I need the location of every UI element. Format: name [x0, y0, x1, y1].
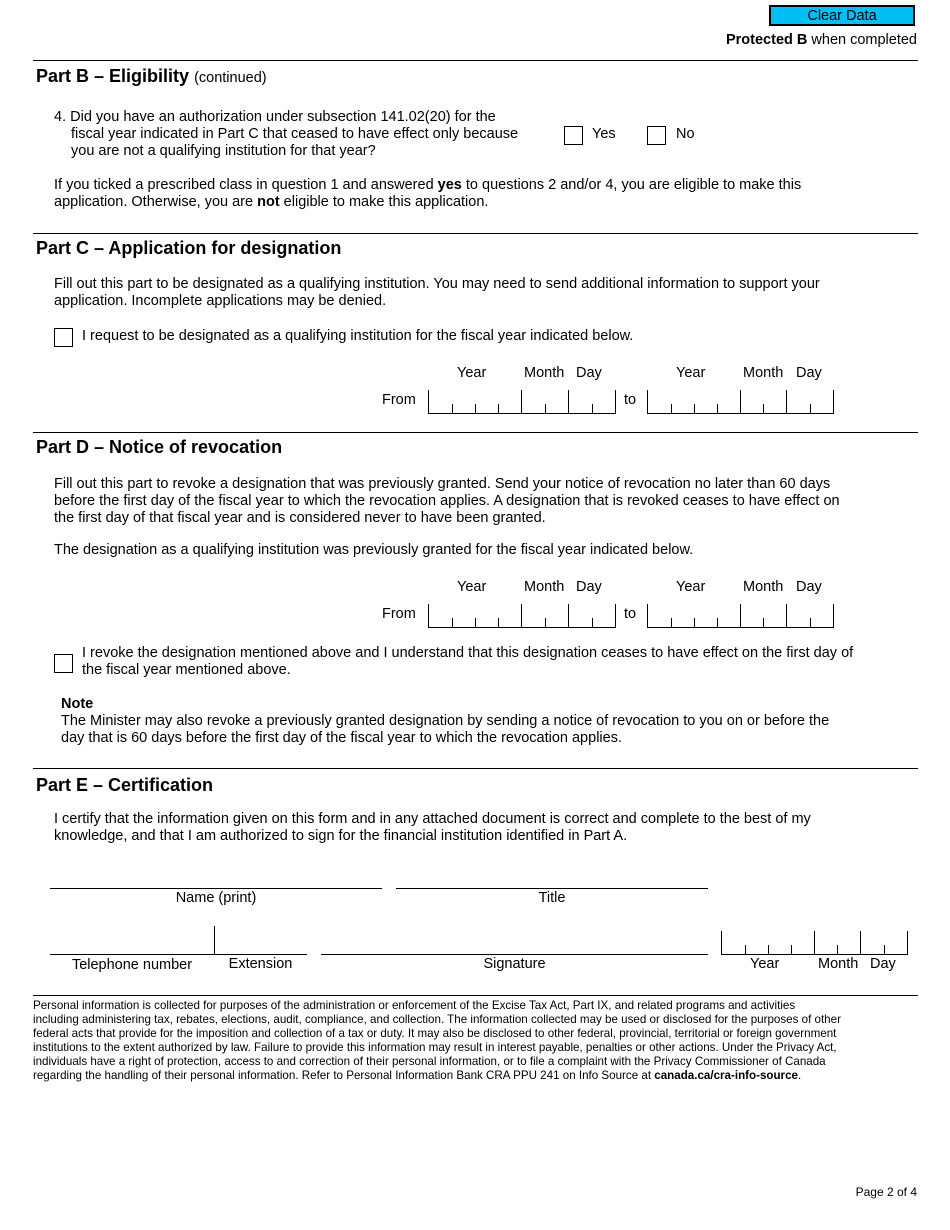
part-b-title: Part B – Eligibility (continued) — [36, 66, 267, 86]
to-day-label: Day — [796, 365, 822, 381]
from-date-input-c[interactable] — [428, 390, 616, 414]
to-day-label: Day — [796, 579, 822, 595]
from-month-label: Month — [524, 365, 565, 381]
request-designation-label: I request to be designated as a qualifying institution for the fiscal year indicated below. — [82, 328, 634, 344]
to-year-label: Year — [676, 579, 706, 595]
from-year-label: Year — [457, 579, 487, 595]
divider — [33, 60, 918, 61]
certification-statement: I certify that the information given on this form and in any attached document is correct and complete to the best of my knowledge, and that I am authorized to sign for the financial institution identified in Part A. — [54, 811, 811, 844]
extension-field[interactable] — [214, 954, 307, 955]
q4-no-checkbox[interactable] — [647, 126, 666, 145]
note-block: Note The Minister may also revoke a previously granted designation by sending a notice of revocation to you on or before the day that is 60 days before the first day of the fiscal year to which the revocation applies. — [61, 696, 911, 747]
continued-label: (continued) — [194, 70, 267, 86]
to-label: to — [624, 392, 637, 408]
yes-emphasis: yes — [437, 177, 462, 193]
from-date-input-d[interactable] — [428, 604, 616, 628]
to-month-label: Month — [743, 365, 784, 381]
to-label: to — [624, 606, 637, 622]
question-4-line1: 4. Did you have an authorization under subsection 141.02(20) for the — [54, 109, 496, 125]
to-date-input-c[interactable] — [647, 390, 834, 414]
telephone-field[interactable] — [50, 954, 214, 955]
signature-field[interactable] — [321, 954, 708, 955]
protected-b-notice — [726, 32, 917, 48]
clear-data-button[interactable]: Clear Data — [769, 5, 915, 26]
part-d-title: Part D – Notice of revocation — [36, 437, 283, 457]
divider — [33, 995, 918, 996]
part-c-intro: Fill out this part to be designated as a qualifying institution. You may need to send additional information to support your application. Incomplete applications may be denied. — [54, 276, 820, 309]
signature-month-label: Month — [818, 956, 859, 972]
q4-yes-checkbox[interactable] — [564, 126, 583, 145]
from-day-label: Day — [576, 579, 602, 595]
title-field[interactable] — [396, 888, 708, 889]
not-emphasis: not — [257, 194, 280, 210]
request-designation-checkbox[interactable] — [54, 328, 73, 347]
part-e-title: Part E – Certification — [36, 775, 214, 795]
info-source-link[interactable]: canada.ca/cra-info-source — [654, 1069, 798, 1082]
part-d-intro: Fill out this part to revoke a designation that was previously granted. Send your notice of revocation no later than 60 days before the first day of the fiscal year to which the revocation applies. A designation that is revoked ceases to have effect on the first day of that fiscal year and is considered never to have been granted. — [54, 476, 840, 526]
divider — [33, 432, 918, 433]
question-4 — [54, 109, 518, 160]
revoke-designation-checkbox[interactable] — [54, 654, 73, 673]
from-day-label: Day — [576, 365, 602, 381]
to-date-input-d[interactable] — [647, 604, 834, 628]
page-number: Page 2 of 4 — [855, 1185, 917, 1199]
q4-no-label: No — [676, 126, 695, 142]
divider — [33, 233, 918, 234]
question-4-line3: you are not a qualifying institution for that year? — [71, 143, 376, 159]
protected-b-label: Protected B — [725, 32, 808, 48]
part-c-title: Part C – Application for designation — [36, 238, 342, 258]
revoke-designation-label: I revoke the designation mentioned above and I understand that this designation ceases to have effect on the first day of the fiscal year mentioned above. — [82, 645, 854, 678]
to-month-label: Month — [743, 579, 784, 595]
eligibility-statement: If you ticked a prescribed class in question 1 and answered yes to questions 2 and/or 4, you are eligible to make this application. Otherwise, you are not eligible to make this application. — [54, 177, 802, 210]
telephone-label: Telephone number — [71, 957, 193, 973]
signature-label: Signature — [483, 956, 546, 972]
q4-yes-label: Yes — [592, 126, 616, 142]
extension-label: Extension — [228, 956, 293, 972]
privacy-statement: Personal information is collected for purposes of the administration or enforcement of the Excise Tax Act, Part IX, and related programs and activities including administering tax, rebates, elections, audit, compliance, and collection. The information collected may be used or disclosed for the purposes of other federal acts that provide for the imposition and collection of a tax or duty. It may also be disclosed to other federal, provincial, territorial or foreign government institutions to the extent authorized by law. Failure to provide this information may result in interest payable, penalties or other actions. Under the Privacy Act, individuals have a right of protection, access to and correction of their personal information, or to file a complaint with the Privacy Commissioner of Canada regarding the handling of their personal information. Refer to Personal Information Bank CRA PPU 241 on Info Source at canada.ca/cra-info-source. — [33, 999, 841, 1082]
from-month-label: Month — [524, 579, 565, 595]
signature-year-label: Year — [750, 956, 780, 972]
name-print-field[interactable] — [50, 888, 382, 889]
to-year-label: Year — [676, 365, 706, 381]
from-year-label: Year — [457, 365, 487, 381]
from-label: From — [382, 392, 416, 408]
signature-date-input[interactable] — [721, 931, 908, 955]
name-print-label: Name (print) — [175, 890, 257, 906]
signature-day-label: Day — [870, 956, 896, 972]
note-title: Note — [61, 696, 94, 712]
extension-separator — [214, 926, 215, 954]
question-4-line2: fiscal year indicated in Part C that ceased to have effect only because — [71, 126, 519, 142]
protected-b-suffix: when completed — [807, 32, 917, 48]
title-label: Title — [538, 890, 566, 906]
from-label: From — [382, 606, 416, 622]
divider — [33, 768, 918, 769]
part-d-previous: The designation as a qualifying institution was previously granted for the fiscal year indicated below. — [54, 542, 694, 558]
